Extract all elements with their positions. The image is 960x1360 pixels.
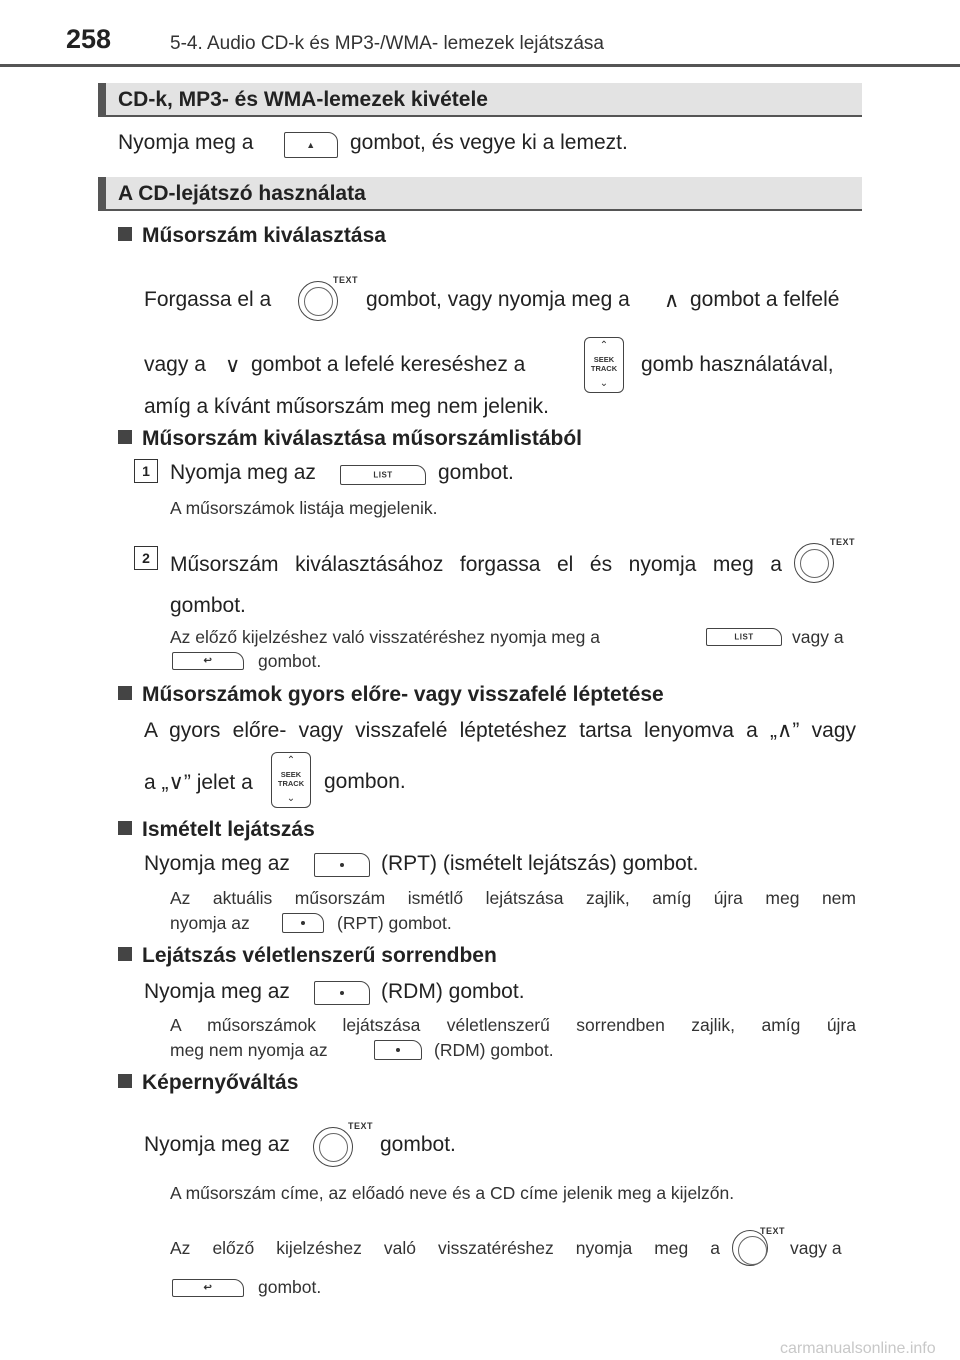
step-number: 2 (134, 546, 158, 570)
note: A műsorszámok lejátszása véletlenszerű sorrendben zajlik, amíg újra (170, 1015, 856, 1035)
rpt-button-icon (282, 913, 324, 933)
note: Az előző kijelzéshez való visszatéréshez nyomja meg a (170, 627, 600, 647)
text: gombot a felfelé (690, 288, 840, 311)
note: A műsorszámok listája megjelenik. (170, 498, 438, 518)
square-bullet-icon (118, 821, 132, 835)
text: Nyomja meg az (144, 852, 290, 875)
note: A műsorszám címe, az előadó neve és a CD címe jelenik meg a kijelzőn. (170, 1183, 735, 1203)
text: vagy a (144, 353, 206, 376)
subsection-title: Képernyőváltás (142, 1071, 299, 1094)
watermark: carmanualsonline.info (780, 1340, 936, 1357)
text: gomb használatával, (641, 353, 834, 376)
text: (RPT) (ismételt lejátszás) gombot. (381, 852, 699, 875)
tune-knob-icon (298, 281, 338, 321)
chevron-down-icon: ⌄ (286, 793, 296, 804)
knob-text-label: TEXT (760, 1226, 786, 1236)
note: Az aktuális műsorszám ismétlő lejátszása zajlik, amíg újra meg nem (170, 888, 856, 908)
note: meg nem nyomja az (170, 1040, 328, 1060)
subsection-fast (118, 683, 664, 707)
note: vagy a (790, 1238, 842, 1258)
subsection-title: Lejátszás véletlenszerű sorrendben (142, 944, 497, 967)
chevron-up-icon: ⌃ (286, 755, 296, 766)
note: Az előző kijelzéshez való visszatéréshez nyomja meg a (170, 1238, 720, 1258)
chevron-up-icon: ⌃ (599, 340, 609, 351)
note: gombot. (258, 651, 322, 671)
subsection-title: Műsorszám kiválasztása műsorszámlistából (142, 427, 583, 450)
square-bullet-icon (118, 1074, 132, 1088)
step-number: 1 (134, 459, 158, 483)
chevron-down-icon: ⌄ (599, 378, 609, 389)
square-bullet-icon (118, 947, 132, 961)
text: gombot, vagy nyomja meg a (366, 288, 630, 311)
text: Műsorszám kiválasztásához forgassa el és nyomja meg a (170, 553, 782, 576)
section-bar-eject (98, 83, 862, 117)
eject-button-icon (284, 132, 338, 158)
text: (RDM) gombot. (381, 980, 525, 1003)
note: (RDM) gombot. (434, 1040, 554, 1060)
text: Nyomja meg az (144, 1133, 290, 1156)
section-bar-cd (98, 177, 862, 211)
knob-text-label: TEXT (830, 537, 856, 547)
subsection-random (118, 944, 497, 968)
section-title: CD-k, MP3- és WMA-lemezek kivétele (118, 88, 488, 111)
down-caret-icon: ∨ (225, 354, 241, 377)
text: gombot. (380, 1133, 456, 1156)
rdm-button-icon (314, 981, 370, 1005)
rpt-button-icon (314, 853, 370, 877)
square-bullet-icon (118, 686, 132, 700)
page-number: 258 (66, 24, 112, 54)
knob-text-label: TEXT (348, 1121, 374, 1131)
square-bullet-icon (118, 430, 132, 444)
back-button-icon: ↩ (172, 1279, 244, 1297)
seek-track-button-icon: ⌃ SEEK TRACK ⌄ (271, 752, 311, 808)
note: gombot. (258, 1277, 322, 1297)
subsection-track-list (118, 427, 582, 451)
square-bullet-icon (118, 227, 132, 241)
up-caret-icon: ∧ (664, 289, 680, 312)
text: A gyors előre- vagy visszafelé léptetéshez tartsa lenyomva a „∧” vagy (144, 719, 856, 742)
seek-track-button-icon: ⌃ SEEK TRACK ⌄ (584, 337, 624, 393)
text: a „∨” jelet a (144, 771, 253, 794)
dot-icon (340, 991, 344, 995)
text: gombon. (324, 770, 406, 793)
section-title: A CD-lejátszó használata (118, 182, 366, 205)
running-header: 5-4. Audio CD-k és MP3-/WMA- lemezek lejátszása (170, 33, 604, 54)
rdm-button-icon (374, 1040, 422, 1060)
text: Nyomja meg az (144, 980, 290, 1003)
text: gombot. (170, 594, 246, 617)
list-button-icon: LIST (340, 465, 426, 485)
subsection-title: Műsorszám kiválasztása (142, 224, 386, 247)
text: gombot a lefelé kereséshez a (251, 353, 526, 376)
eject-text-after: gombot, és vegye ki a lemezt. (350, 131, 628, 154)
back-button-icon: ↩ (172, 652, 244, 670)
tune-knob-icon (794, 543, 834, 583)
text: amíg a kívánt műsorszám meg nem jelenik. (144, 395, 549, 418)
eject-text-before: Nyomja meg a (118, 131, 254, 154)
dot-icon (340, 863, 344, 867)
header-rule (0, 64, 960, 67)
subsection-title: Műsorszámok gyors előre- vagy visszafelé léptetése (142, 683, 664, 706)
subsection-title: Ismételt lejátszás (142, 818, 315, 841)
dot-icon (301, 921, 305, 925)
note: (RPT) gombot. (337, 913, 452, 933)
subsection-repeat (118, 818, 315, 842)
list-button-icon: LIST (706, 628, 782, 646)
note: vagy a (792, 627, 844, 647)
eject-arrow-icon: ▲ (306, 140, 316, 150)
note: nyomja az (170, 913, 250, 933)
text: Nyomja meg az (170, 461, 316, 484)
subsection-track-select (118, 224, 386, 248)
tune-knob-icon (313, 1127, 353, 1167)
text: gombot. (438, 461, 514, 484)
text: Forgassa el a (144, 288, 272, 311)
subsection-display (118, 1071, 298, 1095)
knob-text-label: TEXT (333, 275, 359, 285)
dot-icon (396, 1048, 400, 1052)
